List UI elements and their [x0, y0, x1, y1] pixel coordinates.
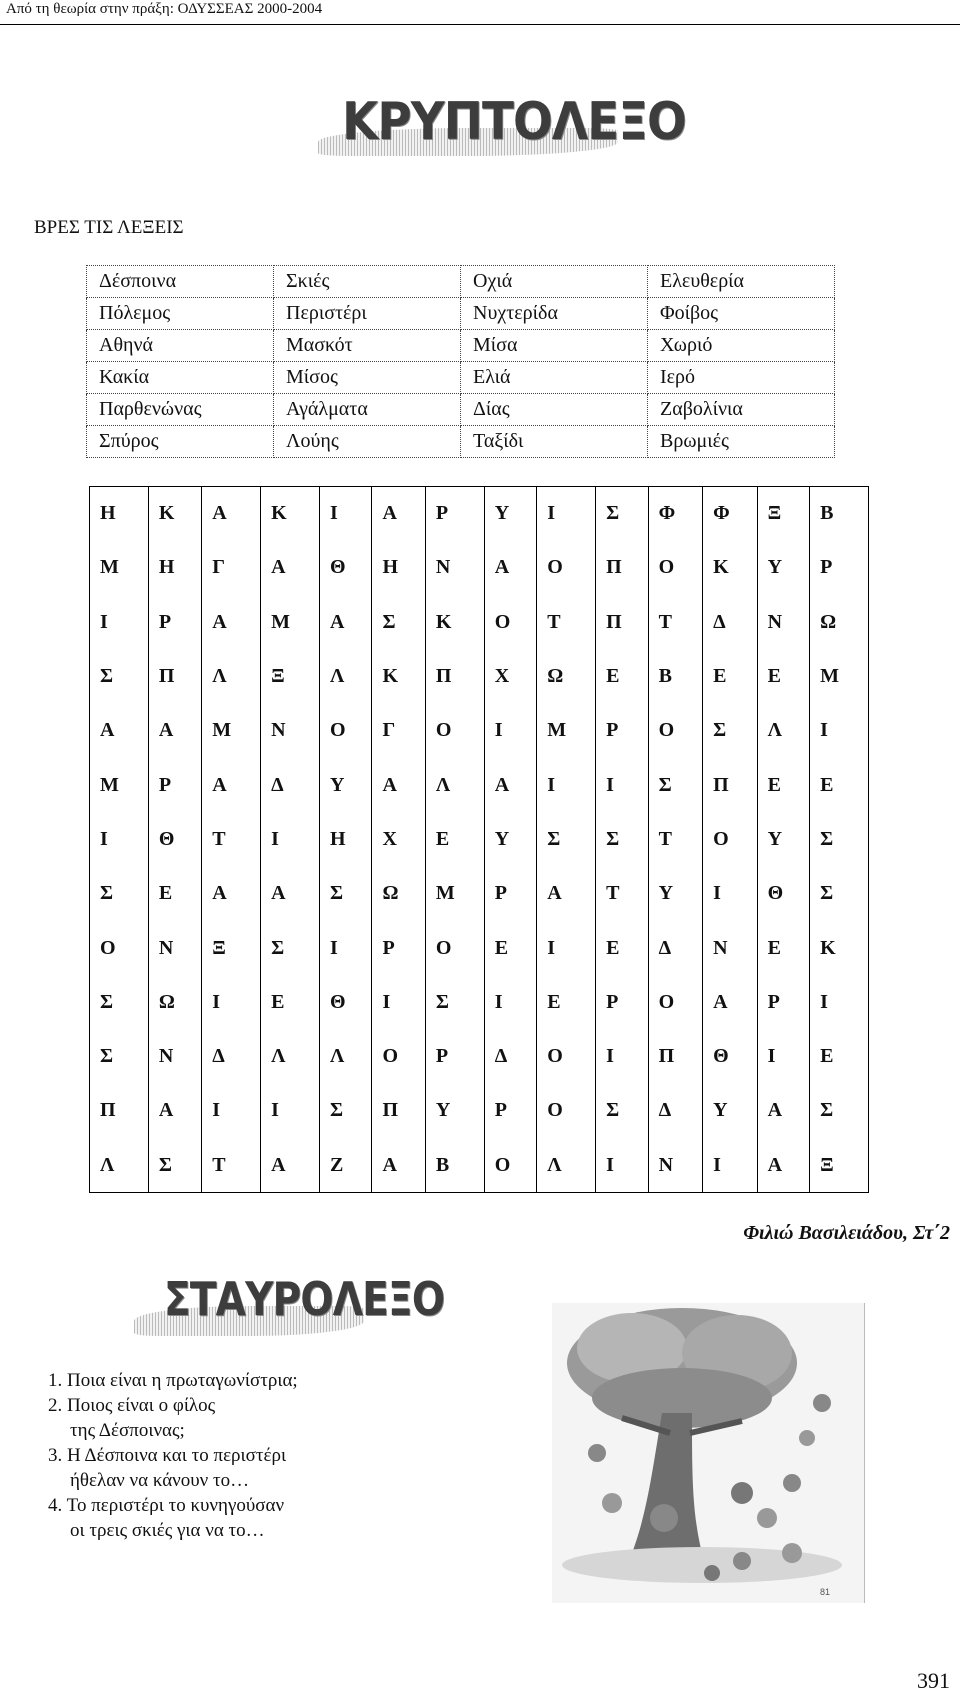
grid-letter: Ε: [148, 867, 201, 921]
grid-letter: Λ: [425, 758, 484, 812]
grid-letter: Σ: [261, 921, 320, 975]
grid-letter: Σ: [648, 758, 702, 812]
word-list-item: Χωριό: [648, 330, 835, 362]
grid-letter: Ι: [319, 921, 372, 975]
grid-letter: Ι: [703, 1138, 757, 1192]
grid-letter: Α: [757, 1084, 810, 1138]
word-list-row: [87, 266, 835, 298]
grid-letter: Ξ: [810, 1138, 869, 1192]
grid-letter: Ο: [537, 1029, 596, 1083]
grid-letter: Ω: [148, 975, 201, 1029]
grid-letter: Α: [148, 704, 201, 758]
word-list-item: Λούης: [274, 426, 461, 458]
grid-letter: Ε: [484, 921, 537, 975]
word-list-item: Μίσα: [461, 330, 648, 362]
grid-letter: Η: [372, 541, 425, 595]
question-line: 1. Ποια είναι η πρωταγωνίστρια;: [48, 1370, 298, 1391]
word-list-item: Αγάλματα: [274, 394, 461, 426]
page-number: 391: [917, 1668, 950, 1693]
grid-letter: Α: [202, 595, 261, 649]
grid-row: [90, 649, 869, 703]
grid-letter: Π: [703, 758, 757, 812]
word-list-row: [87, 394, 835, 426]
grid-letter: Ο: [319, 704, 372, 758]
grid-letter: Ι: [810, 975, 869, 1029]
grid-letter: Ι: [596, 758, 649, 812]
instruction-text: ΒΡΕΣ ΤΙΣ ΛΕΞΕΙΣ: [34, 217, 184, 238]
grid-letter: Ρ: [484, 867, 537, 921]
grid-letter: Ι: [757, 1029, 810, 1083]
grid-letter: Β: [425, 1138, 484, 1192]
grid-letter: Γ: [202, 541, 261, 595]
grid-letter: Τ: [596, 867, 649, 921]
word-list-item: Μίσος: [274, 362, 461, 394]
grid-letter: Ρ: [425, 487, 484, 541]
grid-letter: Ρ: [596, 704, 649, 758]
grid-letter: Σ: [90, 1029, 149, 1083]
grid-letter: Ο: [648, 541, 702, 595]
grid-row: [90, 487, 869, 541]
grid-letter: Ε: [703, 649, 757, 703]
grid-letter: Α: [319, 595, 372, 649]
grid-letter: Σ: [810, 1084, 869, 1138]
grid-letter: Ο: [90, 921, 149, 975]
word-list-item: Ταξίδι: [461, 426, 648, 458]
grid-letter: Π: [425, 649, 484, 703]
grid-letter: Ο: [372, 1029, 425, 1083]
grid-letter: Θ: [319, 975, 372, 1029]
word-list-item: Περιστέρι: [274, 298, 461, 330]
grid-letter: Κ: [810, 921, 869, 975]
word-list-table: [86, 265, 835, 458]
grid-letter: Μ: [810, 649, 869, 703]
word-list-item: Κακία: [87, 362, 274, 394]
grid-letter: Φ: [648, 487, 702, 541]
grid-letter: Τ: [537, 595, 596, 649]
grid-letter: Σ: [596, 1084, 649, 1138]
grid-letter: Σ: [425, 975, 484, 1029]
grid-letter: Ι: [596, 1029, 649, 1083]
grid-letter: Ο: [484, 1138, 537, 1192]
grid-letter: Ν: [261, 704, 320, 758]
grid-letter: Θ: [148, 812, 201, 866]
question-line: 4. Το περιστέρι το κυνηγούσαν: [48, 1495, 285, 1516]
grid-letter: Λ: [319, 1029, 372, 1083]
grid-letter: Ε: [261, 975, 320, 1029]
grid-letter: Ι: [810, 704, 869, 758]
grid-letter: Ο: [425, 704, 484, 758]
grid-letter: Δ: [648, 1084, 702, 1138]
grid-letter: Ο: [537, 541, 596, 595]
word-list-item: Ιερό: [648, 362, 835, 394]
header-text: Από τη θεωρία στην πράξη: ΟΔΥΣΣΕΑΣ 2000-2004: [6, 1, 323, 17]
grid-letter: Ι: [319, 487, 372, 541]
grid-letter: Δ: [202, 1029, 261, 1083]
grid-letter: Ο: [484, 595, 537, 649]
grid-letter: Ι: [372, 975, 425, 1029]
grid-letter: Α: [484, 541, 537, 595]
grid-letter: Ω: [537, 649, 596, 703]
question-line: 2. Ποιος είναι ο φίλος: [48, 1395, 216, 1416]
grid-letter: Ι: [202, 1084, 261, 1138]
word-list-item: Αθηνά: [87, 330, 274, 362]
grid-letter: Ι: [90, 812, 149, 866]
grid-letter: Κ: [703, 541, 757, 595]
grid-letter: Π: [596, 595, 649, 649]
grid-letter: Ω: [372, 867, 425, 921]
word-list-item: Πόλεμος: [87, 298, 274, 330]
grid-row: [90, 1084, 869, 1138]
grid-letter: Ι: [261, 812, 320, 866]
grid-row: [90, 921, 869, 975]
word-list-item: Σκιές: [274, 266, 461, 298]
grid-letter: Ι: [537, 758, 596, 812]
page-header: [0, 0, 960, 25]
word-list-item: Ελιά: [461, 362, 648, 394]
grid-letter: Α: [148, 1084, 201, 1138]
grid-letter: Ρ: [484, 1084, 537, 1138]
word-list-item: Δίας: [461, 394, 648, 426]
word-list-row: [87, 362, 835, 394]
tree-illustration-drawing: [552, 1303, 864, 1603]
word-list-item: Παρθενώνας: [87, 394, 274, 426]
question-continuation: οι τρεις σκιές για να το…: [70, 1520, 265, 1541]
word-list-item: Νυχτερίδα: [461, 298, 648, 330]
grid-letter: Κ: [148, 487, 201, 541]
wordsearch-grid: [89, 486, 869, 1193]
grid-letter: Σ: [319, 867, 372, 921]
grid-letter: Χ: [372, 812, 425, 866]
word-list-item: Δέσποινα: [87, 266, 274, 298]
grid-letter: Κ: [261, 487, 320, 541]
grid-row: [90, 975, 869, 1029]
grid-letter: Τ: [648, 812, 702, 866]
grid-letter: Ι: [596, 1138, 649, 1192]
grid-letter: Ε: [757, 921, 810, 975]
word-list-item: Σπύρος: [87, 426, 274, 458]
grid-letter: Ν: [148, 1029, 201, 1083]
grid-letter: Π: [90, 1084, 149, 1138]
grid-letter: Η: [148, 541, 201, 595]
grid-letter: Β: [810, 487, 869, 541]
grid-letter: Ρ: [372, 921, 425, 975]
grid-letter: Μ: [537, 704, 596, 758]
word-list-item: Ζαβολίνια: [648, 394, 835, 426]
grid-letter: Υ: [757, 812, 810, 866]
crossword-title-logo: [134, 1272, 445, 1342]
grid-letter: Ι: [484, 975, 537, 1029]
grid-letter: Π: [372, 1084, 425, 1138]
grid-row: [90, 1029, 869, 1083]
author-credit: Φιλιώ Βασιλειάδου, Στ΄2: [743, 1222, 950, 1244]
grid-letter: Ε: [425, 812, 484, 866]
grid-letter: Τ: [202, 812, 261, 866]
grid-letter: Η: [90, 487, 149, 541]
grid-letter: Φ: [703, 487, 757, 541]
grid-letter: Α: [202, 758, 261, 812]
grid-letter: Σ: [90, 867, 149, 921]
grid-letter: Ν: [648, 1138, 702, 1192]
grid-row: [90, 867, 869, 921]
grid-letter: Μ: [90, 541, 149, 595]
grid-letter: Σ: [372, 595, 425, 649]
grid-letter: Υ: [484, 812, 537, 866]
grid-letter: Λ: [757, 704, 810, 758]
grid-letter: Ω: [810, 595, 869, 649]
grid-letter: Α: [202, 867, 261, 921]
grid-letter: Λ: [261, 1029, 320, 1083]
grid-letter: Σ: [596, 812, 649, 866]
grid-letter: Ο: [648, 704, 702, 758]
grid-letter: Ε: [596, 921, 649, 975]
grid-letter: Θ: [319, 541, 372, 595]
grid-letter: Μ: [90, 758, 149, 812]
word-list-item: Ελευθερία: [648, 266, 835, 298]
question-continuation: ήθελαν να κάνουν το…: [70, 1470, 250, 1491]
grid-letter: Ι: [537, 921, 596, 975]
grid-row: [90, 758, 869, 812]
grid-letter: Α: [757, 1138, 810, 1192]
grid-letter: Δ: [648, 921, 702, 975]
grid-letter: Σ: [319, 1084, 372, 1138]
word-list-item: Οχιά: [461, 266, 648, 298]
grid-letter: Δ: [484, 1029, 537, 1083]
grid-letter: Θ: [757, 867, 810, 921]
grid-letter: Ρ: [596, 975, 649, 1029]
grid-letter: Α: [703, 975, 757, 1029]
grid-letter: Υ: [703, 1084, 757, 1138]
word-list-item: Μασκότ: [274, 330, 461, 362]
grid-letter: Κ: [425, 595, 484, 649]
grid-letter: Σ: [810, 812, 869, 866]
grid-letter: Σ: [810, 867, 869, 921]
grid-letter: Ι: [261, 1084, 320, 1138]
grid-letter: Ρ: [810, 541, 869, 595]
grid-letter: Μ: [425, 867, 484, 921]
grid-letter: Δ: [703, 595, 757, 649]
grid-letter: Γ: [372, 704, 425, 758]
grid-letter: Σ: [90, 649, 149, 703]
grid-letter: Σ: [703, 704, 757, 758]
grid-letter: Λ: [202, 649, 261, 703]
grid-letter: Ι: [537, 487, 596, 541]
grid-row: [90, 1138, 869, 1192]
grid-letter: Ν: [148, 921, 201, 975]
grid-letter: Ι: [484, 704, 537, 758]
grid-letter: Α: [537, 867, 596, 921]
grid-letter: Ο: [425, 921, 484, 975]
word-list-row: [87, 330, 835, 362]
grid-letter: Σ: [90, 975, 149, 1029]
grid-letter: Λ: [90, 1138, 149, 1192]
grid-letter: Ρ: [148, 595, 201, 649]
grid-letter: Α: [90, 704, 149, 758]
grid-letter: Ε: [810, 758, 869, 812]
grid-letter: Α: [484, 758, 537, 812]
grid-letter: Υ: [319, 758, 372, 812]
grid-letter: Α: [372, 758, 425, 812]
word-list-item: Φοίβος: [648, 298, 835, 330]
grid-letter: Ι: [202, 975, 261, 1029]
illustration-caption: 81: [820, 1587, 831, 1597]
grid-letter: Α: [261, 1138, 320, 1192]
grid-row: [90, 812, 869, 866]
word-list-item: Βρωμιές: [648, 426, 835, 458]
wordsearch-title: ΚΡΥΠΤΟΛΕΞΟ: [342, 92, 686, 152]
grid-letter: Τ: [202, 1138, 261, 1192]
grid-letter: Ο: [703, 812, 757, 866]
grid-letter: Η: [319, 812, 372, 866]
grid-letter: Τ: [648, 595, 702, 649]
grid-letter: Μ: [202, 704, 261, 758]
grid-letter: Ε: [757, 649, 810, 703]
grid-letter: Ν: [757, 595, 810, 649]
grid-letter: Ν: [703, 921, 757, 975]
grid-letter: Π: [596, 541, 649, 595]
grid-letter: Ε: [810, 1029, 869, 1083]
grid-letter: Θ: [703, 1029, 757, 1083]
grid-letter: Σ: [537, 812, 596, 866]
question-line: 3. Η Δέσποινα και το περιστέρι: [48, 1445, 287, 1466]
grid-letter: Ξ: [202, 921, 261, 975]
grid-letter: Ζ: [319, 1138, 372, 1192]
grid-letter: Χ: [484, 649, 537, 703]
tree-illustration: [552, 1303, 865, 1603]
grid-letter: Κ: [372, 649, 425, 703]
grid-letter: Α: [261, 541, 320, 595]
grid-letter: Ε: [757, 758, 810, 812]
grid-letter: Δ: [261, 758, 320, 812]
grid-letter: Μ: [261, 595, 320, 649]
grid-letter: Υ: [648, 867, 702, 921]
grid-letter: Υ: [484, 487, 537, 541]
grid-letter: Ο: [537, 1084, 596, 1138]
wordsearch-title-logo: [318, 92, 686, 156]
crossword-questions: [48, 1368, 298, 1543]
grid-row: [90, 541, 869, 595]
grid-letter: Ε: [596, 649, 649, 703]
grid-letter: Α: [372, 1138, 425, 1192]
word-list-row: [87, 426, 835, 458]
grid-letter: Ξ: [261, 649, 320, 703]
grid-letter: Ρ: [148, 758, 201, 812]
grid-letter: Σ: [148, 1138, 201, 1192]
grid-letter: Α: [261, 867, 320, 921]
grid-letter: Π: [148, 649, 201, 703]
question-continuation: της Δέσποινας;: [70, 1420, 185, 1441]
grid-letter: Λ: [537, 1138, 596, 1192]
grid-letter: Υ: [425, 1084, 484, 1138]
grid-letter: Ε: [537, 975, 596, 1029]
grid-letter: Υ: [757, 541, 810, 595]
grid-letter: Ο: [648, 975, 702, 1029]
grid-letter: Ρ: [425, 1029, 484, 1083]
grid-letter: Α: [202, 487, 261, 541]
grid-letter: Β: [648, 649, 702, 703]
grid-letter: Σ: [596, 487, 649, 541]
grid-letter: Ρ: [757, 975, 810, 1029]
grid-letter: Ι: [703, 867, 757, 921]
grid-letter: Α: [372, 487, 425, 541]
grid-letter: Ξ: [757, 487, 810, 541]
grid-letter: Ν: [425, 541, 484, 595]
grid-row: [90, 595, 869, 649]
grid-letter: Π: [648, 1029, 702, 1083]
grid-row: [90, 704, 869, 758]
grid-letter: Ι: [90, 595, 149, 649]
word-list-row: [87, 298, 835, 330]
grid-letter: Λ: [319, 649, 372, 703]
crossword-title: ΣΤΑΥΡΟΛΕΞΟ: [164, 1272, 445, 1326]
